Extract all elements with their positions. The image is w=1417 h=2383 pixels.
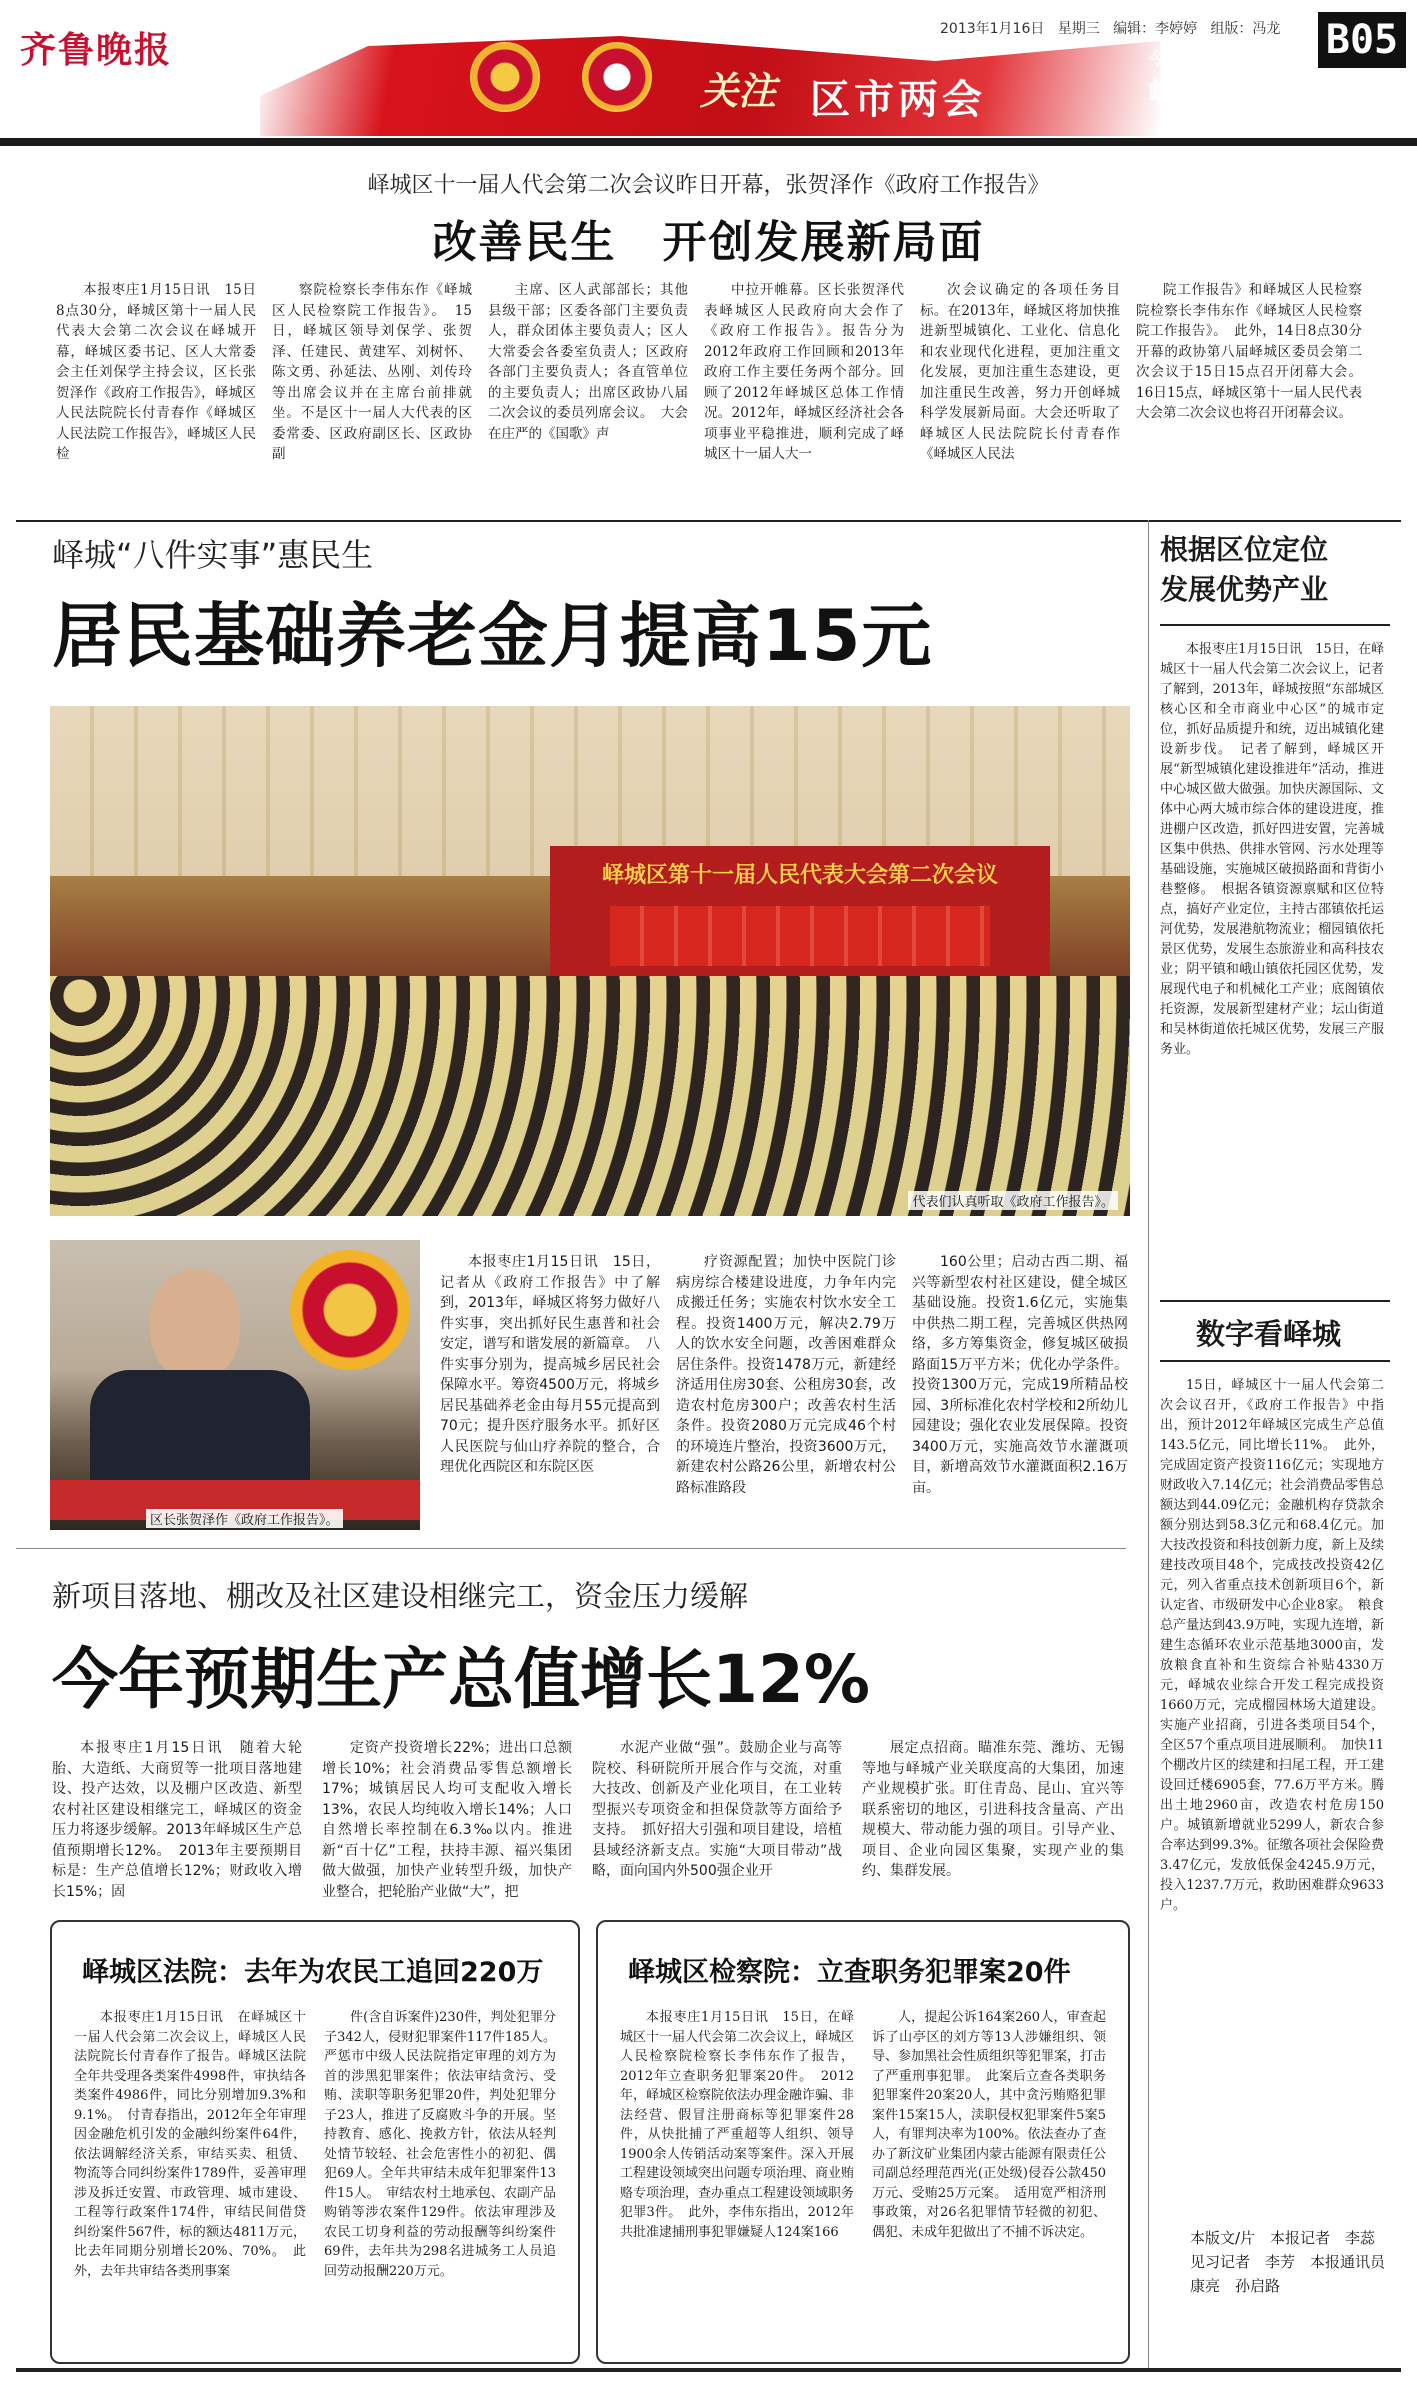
top-story-col-1: 本报枣庄1月15日讯 15日8点30分，峄城区第十一届人民代表大会第二次会议在峄城开幕，峄城区委书记、区人大常委会主任刘保学主持会议，区长张贺泽作《政府工作报告》，峄城区人民法院院长付青春作《峄城区人民法院工作报告》，峄城区人民检 xyxy=(56,282,256,462)
procuratorate-box xyxy=(596,1920,1130,2364)
top-story-col-3: 主席、区人武部部长；其他县级干部；区委各部门主要负责人，群众团体主要负责人；区人大常委会各委室负责人；区政府各部门主要负责人；各直管单位的主要负责人；出席区政协八届二次会议的委员列席会议。 大会在庄严的《国歌》声 xyxy=(488,282,688,442)
emblem-backdrop-icon xyxy=(290,1250,410,1370)
industry-col-2: 定资产投资增长22%；进出口总额增长10%；社会消费品零售总额增长17%；城镇居民人均可支配收入增长13%，农民人均纯收入增长14%；人口自然增长率控制在6.3‰以内。推进新“百十亿”工程，扶持丰源、福兴集团做大做强，加快产业转型升级，加快产业整合，把轮胎产业做“大”，把 xyxy=(322,1740,572,1900)
industry-headline: 今年预期生产总值增长12% xyxy=(52,1641,870,1718)
issue-date: 2013年1月16日 xyxy=(940,21,1045,37)
top-story-col-5: 次会议确定的各项任务目标。在2013年，峄城区将加快推进新型城镇化、工业化、信息化和农业现代化进程，更加注重文化发展，更加注重生态建设，更加注重民生改善，努力开创峄城科学发展新局面。大会还听取了峄城区人民法院院长付青春作《峄城区人民法 xyxy=(920,282,1120,462)
court-col-1: 本报枣庄1月15日讯 在峄城区十一届人代会第二次会议上，峄城区人民法院院长付青春作了报告。峄城区法院全年共受理各类案件4998件，审执结各类案件4986件，同比分别增加9.3%和9.1%。 付青春指出，2012年全年审理因金融危机引发的金融纠纷案件64件，依法调解经济关系，审结买卖、租赁、物流等合同纠纷案件1789件，妥善审理涉及拆迁安置、市政管理、城市建设、工程等行政案件174件，审结民间借贷纠纷案件567件，标的额达4811万元，比去年同期分别增长20%、70%。 此外，去年共审结各类刑事案 xyxy=(74,2010,306,2279)
editor-credit: 编辑：李婷婷 xyxy=(1113,21,1198,37)
procuratorate-title: 峄城区检察院：立查职务犯罪案20件 xyxy=(628,1957,1071,1988)
cppcc-emblem-icon xyxy=(582,42,652,112)
sidebar-location xyxy=(1160,530,1390,610)
court-box xyxy=(50,1920,580,2364)
stage-banner: 峄城区第十一届人民代表大会第二次会议 xyxy=(601,863,998,888)
industry-col-1: 本报枣庄1月15日讯 随着大轮胎、大造纸、大商贸等一批项目落地建设、投产达效，以及棚户区改造、新型农村社区建设相继完工，峄城区的资金压力将逐步缓解。2013年峄城区生产总值预期增长12%。 2013年主要预期目标是：生产总值增长12%；财政收入增长15%；固 xyxy=(52,1740,302,1900)
header-divider xyxy=(0,138,1417,146)
sidebar-title-rule xyxy=(1160,624,1390,626)
sidebar-numbers-title: 数字看峄城 xyxy=(1196,1317,1342,1351)
sidebar-location-title-2: 发展优势产业 xyxy=(1160,573,1329,606)
section-divider xyxy=(16,520,1401,522)
top-story-col-6: 院工作报告》和峄城区人民检察院检察长李伟东作《峄城区人民检察院工作报告》。 此外，14日8点30分开幕的政协第八届峄城区委员会第二次会议于15日15点召开闭幕大会。16日15点，峄城区第十一届人民代表大会第二次会议也将召开闭幕会议。 xyxy=(1136,282,1362,421)
speaker-face xyxy=(150,1270,240,1380)
pension-col-2: 疗资源配置；加快中医院门诊病房综合楼建设进度，力争年内完成搬迁任务；实施农村饮水安全工程。投资1400万元，解决2.79万人的饮水安全问题，改善困难群众居住条件。投资1478万元，新建经济适用住房30套、公租房30套，改造农村危房300户；改善农村生活条件。投资2080万元完成46个村的环境连片整治，投资3600万元，新建农村公路26公里，新增农村公路标准路段 xyxy=(676,1254,896,1496)
portrait-caption: 区长张贺泽作《政府工作报告》。 xyxy=(146,1509,343,1528)
court-col-2: 件(含自诉案件)230件，判处犯罪分子342人，侵财犯罪案件117件185人。严惩市中级人民法院指定审理的刘方为首的涉黑犯罪案件；依法审结贪污、受贿、渎职等职务犯罪20件，判处犯罪分子23人，推进了反腐败斗争的开展。坚持教育、感化、挽救方针，依法从轻判处情节较轻、社会危害性小的初犯、偶犯69人。全年共审结未成年犯罪案件13件15人。 审结农村土地承包、农副产品购销等涉农案件129件。依法审理涉及农民工切身利益的劳动报酬等纠纷案件69件，去年共为298名进城务工人员追回劳动报酬220万元。 xyxy=(324,2010,556,2279)
procuratorate-col-2: 人，提起公诉164案260人，审查起诉了山亭区的刘方等13人涉嫌组织、领导、参加黑社会性质组织等犯罪案，打击了严重刑事犯罪。 此案后立查各类职务犯罪案件20案20人，其中贪污贿赂犯罪案件15案15人，渎职侵权犯罪案件5案5人，有罪判决率为100%。依法查办了查办了新汶矿业集团内蒙古能源有限责任公司副总经理范西光(正处级)侵吞公款450万元、受贿25万元案。 适用宽严相济刑事政策，对26名犯罪情节轻微的初犯、偶犯、未成年犯做出了不捕不诉决定。 xyxy=(872,2010,1106,2240)
sidebar-location-text: 本报枣庄1月15日讯 15日，在峄城区十一届人代会第二次会议上，记者了解到，2013年，峄城按照“东部城区核心区和全市商业中心区”的城市定位，抓好品质提升和统，迈出城镇化建设新步伐。 记者了解到，峄城区开展“新型城镇化建设推进年”活动，推进中心城区做大做强。加快庆源国际、文体中心两大城市综合体的建设进度，推进棚户区改造，抓好四进安置，完善城区集中供热、供排水管网、污水处理等基础设施，实施城区破损路面和背街小巷整修。 根据各镇资源禀赋和区位特点，搞好产业定位，主持古邵镇依托运河优势，发展港航物流业；榴园镇依托景区优势，发展生态旅游业和高科技农业；阴平镇和峨山镇依托园区优势，发展现代电子和机械化工产业；底阁镇依托资源，发展新型建材产业；坛山街道和吴林街道依托城区优势，发展三产服务业。 xyxy=(1160,642,1384,1057)
top-story-headline: 改善民生 开创发展新局面 xyxy=(432,217,985,268)
flags xyxy=(610,906,990,966)
pension-col-3: 160公里；启动古西二期、福兴等新型农村社区建设，健全城区基础设施。投资1.6亿元，实施集中供热二期工程，完善城区供热网络，多方筹集资金，修复城区破损路面15万平方米；优化办学条件。投资1300万元，完成19所精品校园、3所标准化农村学校和2所幼儿园建设；强化农业发展保障。投资3400万元，实施高效节水灌溉项目，新增高效节水灌溉面积2.16万亩。 xyxy=(912,1254,1128,1496)
pension-kicker: 峄城“八件实事”惠民生 xyxy=(52,536,374,574)
conference-photo xyxy=(50,706,1130,1216)
procuratorate-col-1: 本报枣庄1月15日讯 15日，在峄城区十一届人代会第二次会议上，峄城区人民检察院检察长李伟东作了报告，2012年立查职务犯罪案20件。 2012年，峄城区检察院依法办理金融诈骗、非法经营、假冒注册商标等犯罪案件28件，从快批捕了严重超等人组织、领导1900余人传销活动案等案件。深入开展工程建设领域突出问题专项治理、商业贿赂专项治理，查办重点工程建设领域职务犯罪3件。 此外，李伟东指出，2012年共批准逮捕刑事犯罪嫌疑人124案166 xyxy=(620,2010,854,2240)
portrait-photo xyxy=(50,1240,420,1530)
pension-headline: 居民基础养老金月提高15元 xyxy=(52,595,933,677)
top-story-kicker: 峄城区十一届人代会第二次会议昨日开幕，张贺泽作《政府工作报告》 xyxy=(367,173,1050,198)
pension-col-1: 本报枣庄1月15日讯 15日，记者从《政府工作报告》中了解到，2013年，峄城区将努力做好八件实事，突出抓好民生惠普和社会安定，谱写和谐发展的新篇章。 八件实事分别为，提高城乡居民社会保障水平。筹资4500万元，将城乡居民基础养老金由每月55元提高到70元；提升医疗服务水平。抓好区人民医院与仙山疗养院的整合，合理优化西院区和东院区医 xyxy=(440,1254,660,1475)
page-header xyxy=(0,0,1417,140)
sidebar-title-rule xyxy=(1160,1360,1390,1362)
topic-label: 关注 xyxy=(700,68,777,113)
industry-col-4: 展定点招商。瞄准东莞、潍坊、无锡等地与峄城产业关联度高的大集团，加速产业规模扩张。盯住青岛、昆山、宜兴等联系密切的地区，引进科技含量高、产出规模大、带动能力强的项目。引导产业、项目、企业向园区集聚，实现产业的集约、集群发展。 xyxy=(862,1740,1124,1879)
credits: 本版文/片 本报记者 李蕊 见习记者 李芳 本报通讯员 康亮 孙启路 xyxy=(1190,2229,1401,2295)
top-story-col-2: 察院检察长李伟东作《峄城区人民检察院工作报告》。 15日，峄城区领导刘保学、张贺泽、任建民、黄建军、刘树怀、陈文勇、孙延法、丛刚、刘传玲等出席会议并在主席台前排就坐。不是区十一届人大代表的区委常委、区政府副区长、区政协副 xyxy=(272,282,472,462)
section-tag: 今日枣庄 xyxy=(1148,49,1216,69)
paper-logo[interactable]: 齐鲁晚报 xyxy=(20,29,173,71)
top-story-col-4: 中拉开帷幕。区长张贺泽代表峄城区人民政府向大会作了《政府工作报告》。报告分为2012年政府工作回顾和2013年政府工作主要任务两个部分。回顾了2012年峄城区总体工作情况。2012年，峄城区经济社会各项事业平稳推进，顺利完成了峄城区十一届人大一 xyxy=(704,282,904,462)
section-name: 峄城篇 xyxy=(1148,76,1238,111)
issue-weekday: 星期三 xyxy=(1057,21,1100,37)
sidebar-numbers-text: 15日，峄城区十一届人代会第二次会议召开，《政府工作报告》中指出，预计2012年峄城区完成生产总值143.5亿元，同比增长11%。 此外，完成固定资产投资116亿元；实现地方财政收入7.14亿元；社会消费品零售总额达到44.09亿元；金融机构存贷款余额分别达到58.3亿元和68.4亿元。加大技改投资和科技创新力度，新上及续建技改项目48个，完成技改投资42亿元，列入省重点技术创新项目6个，新认定省、市级研发中心企业8家。 粮食总产量达到43.9万吨，实现九连增，新建生态循环农业示范基地3000亩，发放粮食直补和生资综合补贴4330万元，峄城农业综合开发工程完成投资1660万元，完成榴园林场大道建设。实施产业招商，引进各类项目54个，全区57个重点项目进展顺利。 加快11个棚改片区的续建和扫尾工程，开工建设回迁楼6905套，77.6万平方米。腾出土地2960亩，改造农村危房150户。城镇新增就业5299人，新农合参合率达到99.3%。征缴各项社会保险费3.47亿元，发放低保金4245.9万元，投入1237.7万元，救助困难群众9633户。 xyxy=(1160,1378,1384,1913)
designer-credit: 组版：冯龙 xyxy=(1210,21,1281,37)
sidebar-divider xyxy=(1160,1300,1390,1302)
national-emblem-icon xyxy=(470,42,540,112)
page-number: B05 xyxy=(1318,12,1406,68)
issue-meta xyxy=(940,18,1280,38)
footer-rule xyxy=(16,2368,1401,2372)
sidebar-divider xyxy=(1148,520,1149,2370)
topic-title: 区市两会 xyxy=(810,77,986,123)
court-title: 峄城区法院：去年为农民工追回220万 xyxy=(82,1957,544,1988)
sidebar-location-title-1: 根据区位定位 xyxy=(1160,533,1329,566)
industry-col-3: 水泥产业做“强”。鼓励企业与高等院校、科研院所开展合作与交流，对重大技改、创新及产业化项目，在工业转型振兴专项资金和担保贷款等方面给予支持。 抓好招大引强和项目建设，培植县域经济新支点。实施“大项目带动”战略，面向国内外500强企业开 xyxy=(592,1740,842,1879)
photo-caption: 代表们认真听取《政府工作报告》。 xyxy=(908,1191,1118,1210)
section-divider xyxy=(16,1548,1126,1549)
audience-seats xyxy=(50,976,1130,1216)
industry-kicker: 新项目落地、棚改及社区建设相继完工，资金压力缓解 xyxy=(52,1579,749,1613)
